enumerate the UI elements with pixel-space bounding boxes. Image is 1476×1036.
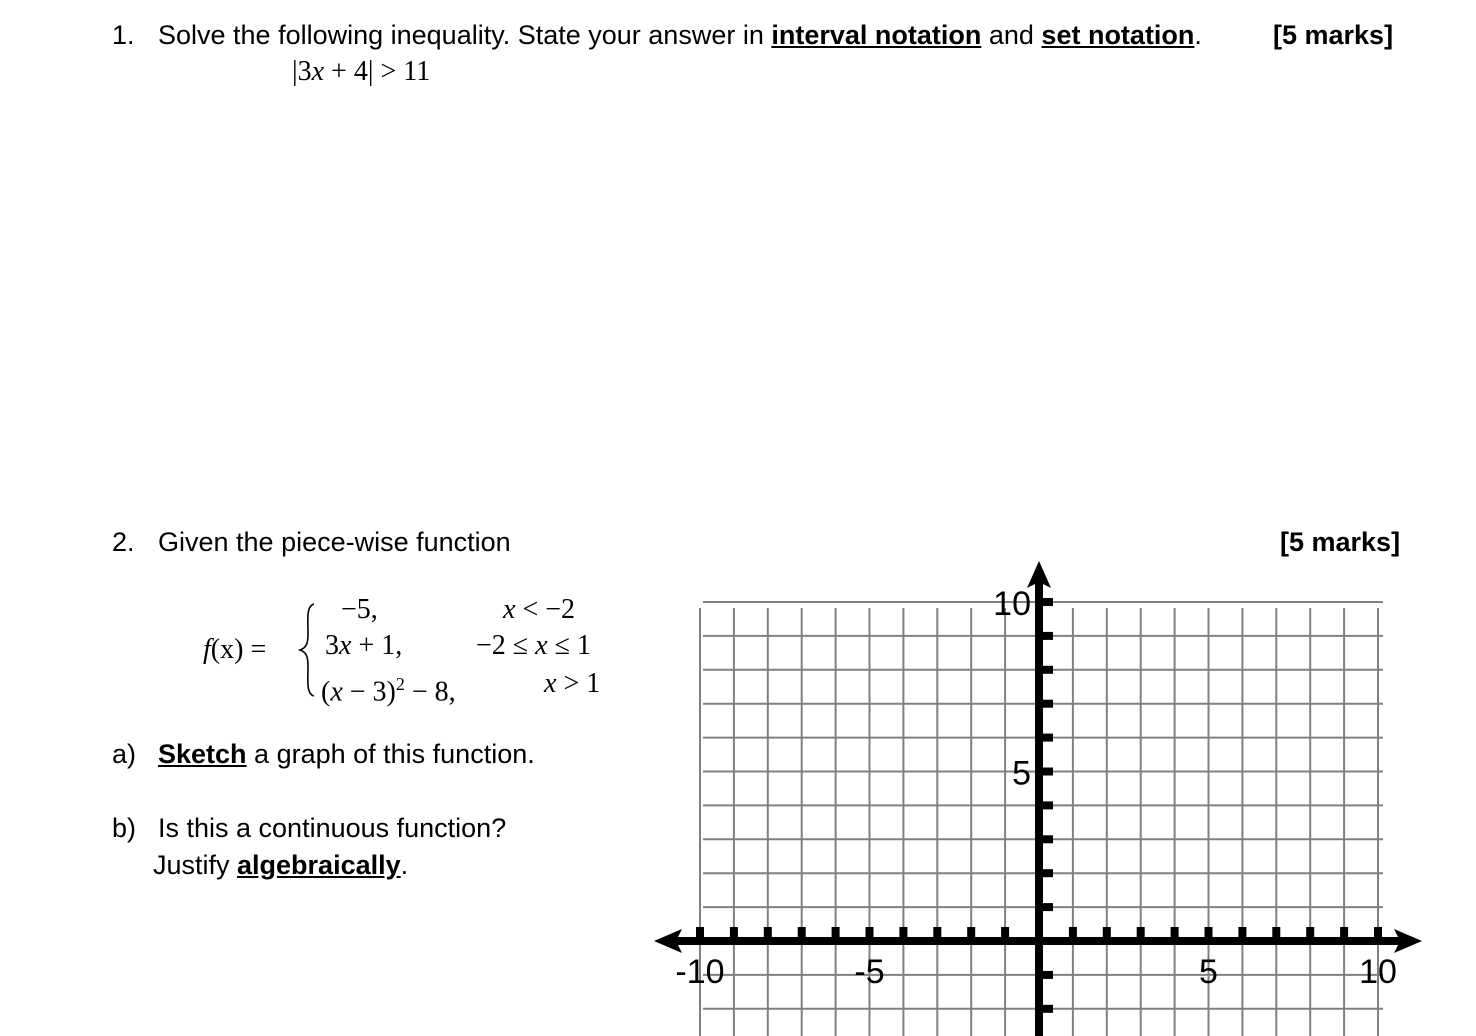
x-axis-tick bbox=[730, 927, 738, 939]
part-b-emph: algebraically bbox=[237, 850, 401, 880]
y-axis-tick bbox=[1041, 1005, 1053, 1013]
x-axis-tick bbox=[696, 927, 704, 939]
q1-emph-interval-notation: interval notation bbox=[771, 20, 982, 50]
x-tick-label: 5 bbox=[1199, 953, 1218, 991]
x-tick-label: -5 bbox=[854, 953, 885, 991]
x-axis-tick bbox=[1001, 927, 1009, 939]
part-a-rest: a graph of this function. bbox=[246, 739, 535, 769]
q2-prompt: Given the piece-wise function bbox=[158, 527, 511, 557]
x-tick-label: 10 bbox=[1359, 953, 1397, 991]
part-a-emph: Sketch bbox=[158, 739, 247, 769]
function-equals: = bbox=[250, 634, 267, 665]
q1-text-mid: and bbox=[981, 20, 1042, 50]
function-arg: (x) bbox=[210, 634, 244, 665]
x-axis-tick bbox=[899, 927, 907, 939]
q1-ineq-bar: | bbox=[292, 56, 298, 87]
function-name: f bbox=[203, 634, 211, 665]
x-axis-tick bbox=[1272, 927, 1280, 939]
q1-ineq-var: x bbox=[311, 56, 325, 87]
x-axis-tick bbox=[866, 927, 874, 939]
q1-ineq-rest: + 4| > 11 bbox=[324, 56, 431, 87]
piece-1-cond-text: < −2 bbox=[515, 594, 576, 625]
piece-3-exponent: 2 bbox=[395, 674, 405, 694]
y-axis-tick bbox=[1041, 666, 1053, 674]
x-axis-tick bbox=[764, 927, 772, 939]
part-b-line2-post: . bbox=[400, 850, 409, 880]
piece-3-expr-var: x bbox=[330, 676, 343, 708]
piece-2-expr-var: x bbox=[339, 630, 352, 661]
y-axis-tick bbox=[1041, 971, 1053, 979]
y-axis-tick bbox=[1041, 903, 1053, 911]
part-b-line2-pre: Justify bbox=[153, 850, 238, 880]
x-axis-tick bbox=[832, 927, 840, 939]
piece-1-cond-var: x bbox=[503, 594, 516, 625]
part-b-label: b) bbox=[112, 813, 137, 843]
q1-marks: [5 marks] bbox=[1273, 20, 1394, 50]
y-axis-tick bbox=[1041, 869, 1053, 877]
x-axis-tick bbox=[1340, 927, 1348, 939]
q1-emph-set-notation: set notation bbox=[1041, 20, 1195, 50]
q1-ineq-coef: 3 bbox=[297, 56, 312, 87]
y-tick-label: 5 bbox=[1012, 754, 1031, 793]
x-axis-tick bbox=[933, 927, 941, 939]
x-axis-tick bbox=[798, 927, 806, 939]
x-axis-tick bbox=[1103, 927, 1111, 939]
piece-3-expr-tail: − 8, bbox=[404, 676, 456, 708]
y-axis-tick bbox=[1041, 835, 1053, 843]
y-axis-tick bbox=[1041, 598, 1053, 606]
piece-1-expr: −5, bbox=[341, 594, 378, 625]
piece-3-cond-text: > 1 bbox=[556, 668, 601, 699]
x-axis-tick bbox=[967, 927, 975, 939]
piece-3-cond-var: x bbox=[544, 668, 557, 699]
x-axis-tick bbox=[1238, 927, 1246, 939]
x-axis-tick bbox=[1205, 927, 1213, 939]
y-axis-tick bbox=[1041, 632, 1053, 640]
part-a-label: a) bbox=[112, 739, 137, 769]
y-axis-tick bbox=[1041, 700, 1053, 708]
piece-3-expr-pre: ( bbox=[321, 676, 331, 708]
y-axis-tick bbox=[1041, 801, 1053, 809]
q1-text-before: Solve the following inequality. State your answer in bbox=[158, 20, 772, 50]
x-axis-tick bbox=[1069, 927, 1077, 939]
y-tick-label: 10 bbox=[993, 585, 1031, 623]
piece-3-expr-post: − 3) bbox=[342, 676, 396, 708]
piece-2-expr-post: + 1, bbox=[351, 630, 403, 661]
piece-2-expr-pre: 3 bbox=[325, 630, 339, 661]
x-axis-tick bbox=[1306, 927, 1314, 939]
y-axis-tick bbox=[1041, 734, 1053, 742]
x-axis-tick bbox=[1374, 927, 1382, 939]
piece-2-cond-var: x bbox=[535, 630, 548, 661]
q2-marks: [5 marks] bbox=[1280, 527, 1401, 557]
piece-2-cond-post: ≤ 1 bbox=[547, 630, 591, 661]
q1-number: 1. bbox=[112, 20, 135, 50]
q1-text-end: . bbox=[1194, 20, 1202, 50]
q2-number: 2. bbox=[112, 527, 135, 557]
part-b-line1: Is this a continuous function? bbox=[158, 813, 507, 843]
y-axis-tick bbox=[1041, 768, 1053, 776]
x-tick-label: -10 bbox=[675, 953, 725, 991]
piece-2-cond-pre: −2 ≤ bbox=[476, 630, 536, 661]
x-axis-tick bbox=[1137, 927, 1145, 939]
x-axis-tick bbox=[1171, 927, 1179, 939]
